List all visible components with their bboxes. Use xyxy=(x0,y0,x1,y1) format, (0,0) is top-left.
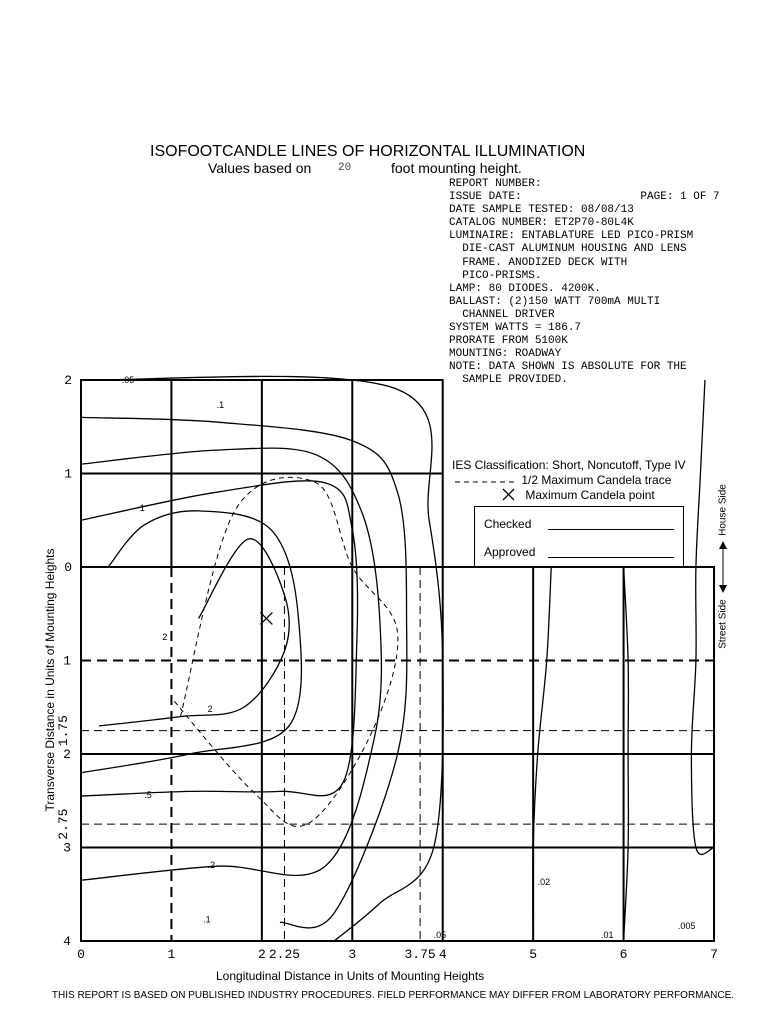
house-side-arrow xyxy=(719,541,727,549)
contour-label: .02 xyxy=(537,876,551,887)
street-side-label: Street Side xyxy=(717,599,729,649)
y-axis-label: Transverse Distance in Units of Mounting Heights xyxy=(43,548,57,812)
chart-grid xyxy=(81,380,727,941)
report-line: SYSTEM WATTS = 186.7 xyxy=(449,322,582,335)
subtitle-suffix: foot mounting height. xyxy=(391,160,522,176)
house-side-label: House Side xyxy=(717,484,729,536)
legend-graphics xyxy=(455,482,516,500)
report-line: LUMINAIRE: ENTABLATURE LED PICO-PRISM xyxy=(449,230,694,243)
report-line: PRORATE FROM 5100K xyxy=(449,335,568,348)
contour-label: .01 xyxy=(600,930,614,941)
y-tick-label-street: 2.75 xyxy=(56,808,71,840)
contour-line xyxy=(81,417,407,928)
contour-line xyxy=(691,380,714,854)
x-tick-label: 2.25 xyxy=(268,947,301,962)
report-line: DIE-CAST ALUMINUM HOUSING AND LENS xyxy=(449,243,687,256)
footer-disclaimer: THIS REPORT IS BASED ON PUBLISHED INDUSTRY PROCEDURES. FIELD PERFORMANCE MAY DIFFER FROM LABORATORY PERFORMANCE. xyxy=(51,990,735,1001)
subtitle-prefix: Values based on xyxy=(208,160,312,176)
contour-label: .1 xyxy=(216,400,225,411)
contour-lines xyxy=(81,376,714,941)
chart-title: ISOFOOTCANDLE LINES OF HORIZONTAL ILLUMINATION xyxy=(150,143,586,160)
contour-label: .05 xyxy=(433,930,447,941)
axis-ticks xyxy=(56,373,718,962)
legend-x-mark xyxy=(503,489,514,500)
chart-marks xyxy=(122,375,696,940)
contour-label: .2 xyxy=(207,860,216,871)
x-axis-label: Longitudinal Distance in Units of Mounting Heights xyxy=(216,969,485,983)
y-tick-label-house: 2 xyxy=(64,373,72,388)
x-tick-label: 6 xyxy=(619,947,628,962)
contour-line xyxy=(81,511,301,773)
report-line: FRAME. ANODIZED DECK WITH xyxy=(449,256,628,269)
report-line: MOUNTING: ROADWAY xyxy=(449,348,562,361)
x-tick-label: 3.75 xyxy=(404,947,436,962)
y-tick-label-street: 1.75 xyxy=(56,715,71,747)
contour-label: 1 xyxy=(139,502,145,513)
checked-label: Checked xyxy=(484,517,532,531)
y-tick-label-street: 4 xyxy=(63,934,71,949)
mounting-height-value: 20 xyxy=(338,162,352,174)
report-line: CHANNEL DRIVER xyxy=(449,308,555,321)
contour-label: .1 xyxy=(203,914,211,925)
report-line: CATALOG NUMBER: ET2P70-80L4K xyxy=(449,217,634,230)
x-tick-label: 1 xyxy=(167,947,176,962)
contour-label: .5 xyxy=(144,789,152,800)
report-line: BALLAST: (2)150 WATT 700mA MULTI xyxy=(449,295,661,308)
report-line: NOTE: DATA SHOWN IS ABSOLUTE FOR THE xyxy=(449,361,687,374)
report-line: PICO-PRISMS. xyxy=(449,269,542,282)
x-tick-label: 3 xyxy=(348,947,357,962)
contour-label: 2 xyxy=(207,703,213,714)
x-tick-label: 5 xyxy=(529,947,538,962)
report-line: SAMPLE PROVIDED. xyxy=(449,374,568,387)
report-line: ISSUE DATE: PAGE: 1 OF 7 xyxy=(449,191,720,204)
x-tick-label: 2 xyxy=(257,947,266,962)
approved-label: Approved xyxy=(484,545,536,559)
x-tick-label: 7 xyxy=(710,947,718,962)
x-tick-label: 4 xyxy=(438,947,447,962)
x-tick-label: 0 xyxy=(77,947,85,962)
contour-line xyxy=(86,376,444,941)
street-side-arrow xyxy=(719,585,727,593)
report-line: LAMP: 80 DIODES. 4200K. xyxy=(449,282,601,295)
y-tick-label-house: 1 xyxy=(64,466,72,482)
contour-label: 2 xyxy=(162,631,168,642)
report-line: DATE SAMPLE TESTED: 08/08/13 xyxy=(449,204,634,217)
report-line: REPORT NUMBER: xyxy=(449,178,542,190)
y-tick-label-street: 2 xyxy=(63,747,71,762)
y-tick-label-street: 1 xyxy=(63,653,71,669)
y-tick-label-house: 0 xyxy=(64,560,72,575)
ies-classification: IES Classification: Short, Noncutoff, Type IV xyxy=(452,458,686,472)
legend-max-point-label: Maximum Candela point xyxy=(525,488,655,502)
contour-label: .005 xyxy=(677,920,696,931)
legend-half-max-label: 1/2 Maximum Candela trace xyxy=(521,473,672,487)
contour-label: .05 xyxy=(121,374,135,385)
y-tick-label-street: 3 xyxy=(63,840,71,856)
